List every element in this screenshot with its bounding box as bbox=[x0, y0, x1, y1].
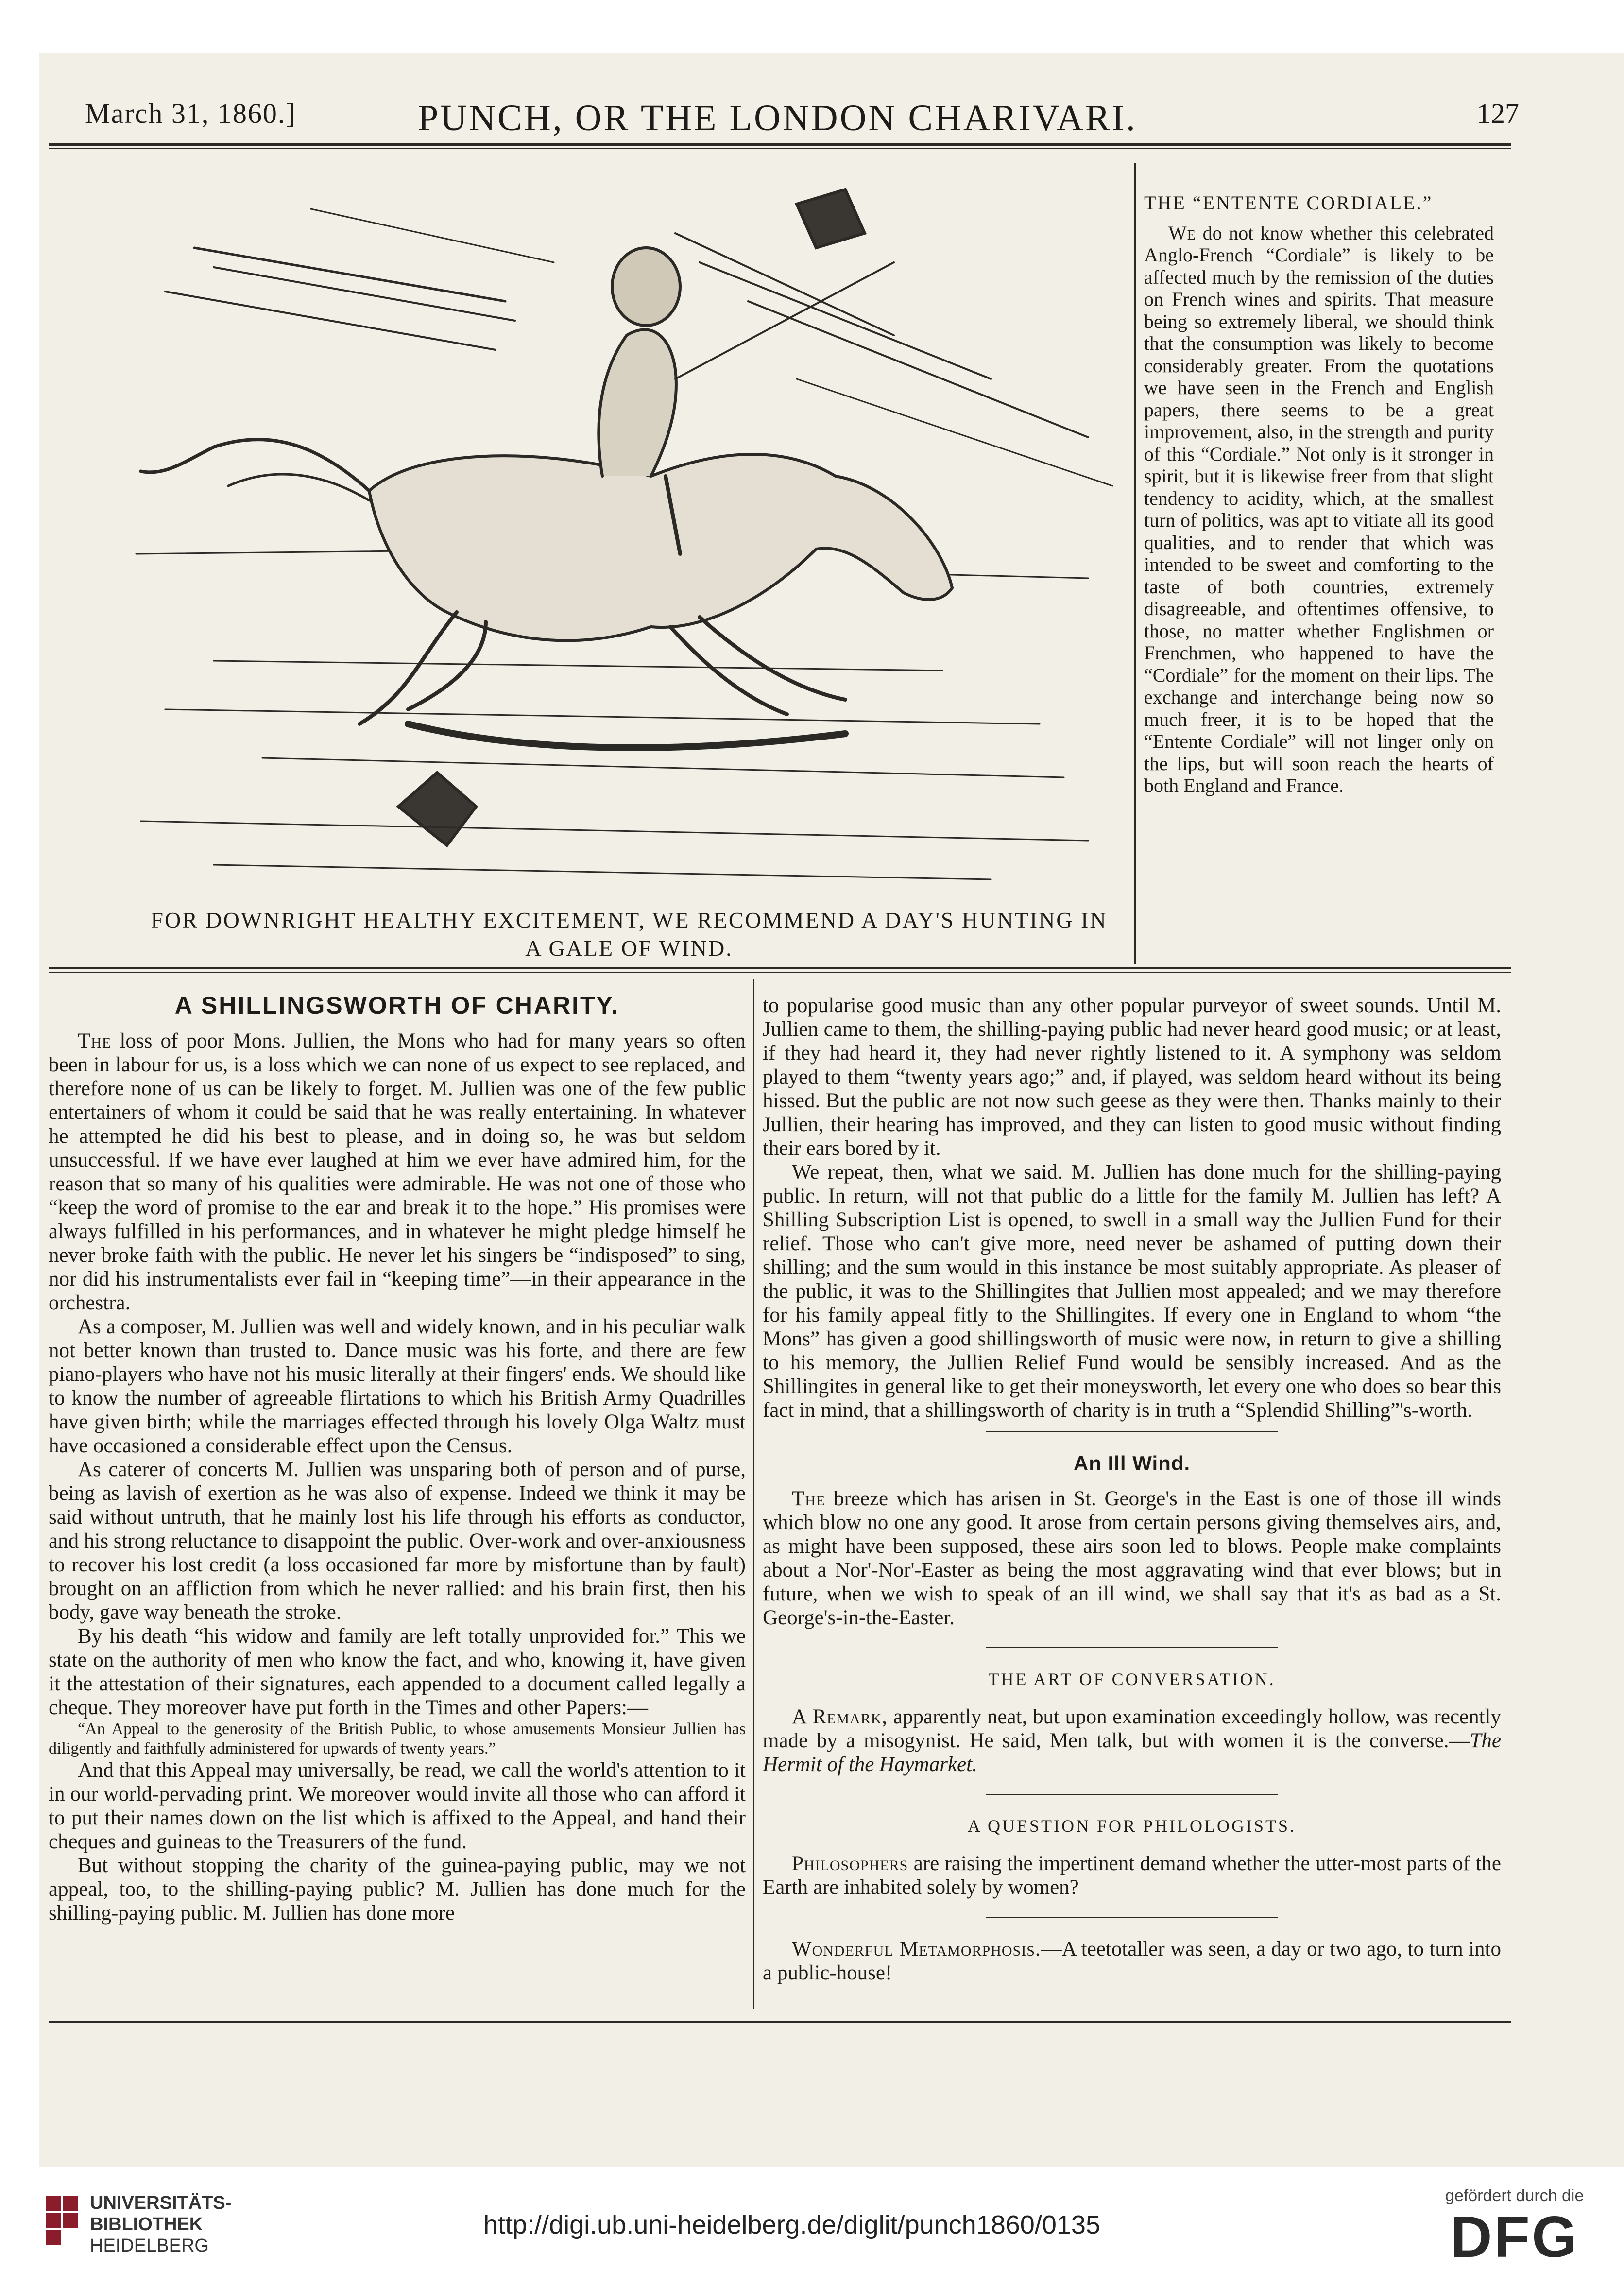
shilling-p7: to popularise good music than any other popular purveyor of sweet sounds. Until M. Jullien came to them, the shilling-paying public had never heard good music; or at least, if they had heard it, they had never rightly listened to it. A symphony was seldom played to them “twenty years ago;” and, if played, was seldom heard without its being hissed. But the public are not now such geese as they were then. Thanks mainly to their Jullien, their hearing has improved, and they can listen to good music without finding their ears bored by it. bbox=[763, 994, 1501, 1160]
philologists-first-word: Philosophers bbox=[792, 1852, 908, 1875]
shilling-p6: But without stopping the charity of the guinea-paying public, may we not appeal, too, to the shilling-paying public? M. Jullien has done much for the shilling-paying public. M. Jullien has done more bbox=[49, 1854, 746, 1925]
shilling-p2: As a composer, M. Jullien was well and widely known, and in his peculiar walk not better known than trusted to. Dance music was his forte, and there are few piano-players who have not his music literally at their fingers' ends. We should like to know the number of agreeable flirtations to which his British Army Quadrilles have given birth; while the marriages effected through his lovely Olga Waltz must have occasioned a considerable effect upon the Census. bbox=[49, 1315, 746, 1457]
shilling-quote: “An Appeal to the generosity of the British Public, to whose amusements Monsieur Jullien has diligently and faithfully administered for upwards of twenty years.” bbox=[49, 1720, 746, 1757]
ill-wind-first-word: The bbox=[792, 1487, 826, 1510]
logo-line-3: HEIDELBERG bbox=[90, 2236, 209, 2256]
bottom-rule bbox=[49, 2021, 1511, 2023]
shilling-first-word: The bbox=[78, 1030, 112, 1052]
shilling-p3: As caterer of concerts M. Jullien was unsparing both of person and of purse, being as lavish of exertion as he was also of expense. Indeed we think it may be said without untruth, that he mainly lost his life through his efforts as conductor, and his strong reluctance to disappoint the public. Over-work and over-anxiousness to recover his lost credit (a loss occasioned far more by misfortune than by fault) brought on an affliction from which he never rallied: and his brain first, then his body, gave way beneath the stroke. bbox=[49, 1458, 746, 1624]
section-rule bbox=[49, 967, 1511, 969]
entente-title: THE “ENTENTE CORDIALE.” bbox=[1144, 192, 1433, 214]
shilling-title: A SHILLINGSWORTH OF CHARITY. bbox=[174, 992, 620, 1019]
metamorphosis-body: —A teetotaller was seen, a day or two ago, to turn into a public-house! bbox=[763, 1938, 1501, 1984]
newspaper-page bbox=[39, 53, 1624, 2186]
entente-column bbox=[1144, 192, 1494, 797]
footer-bar bbox=[0, 2167, 1624, 2288]
rule-short-3 bbox=[986, 1794, 1278, 1795]
source-url-link[interactable]: http://digi.ub.uni-heidelberg.de/diglit/punch1860/0135 bbox=[483, 2210, 1100, 2239]
column-divider bbox=[1134, 163, 1136, 964]
shilling-p8: We repeat, then, what we said. M. Jullien has done much for the shilling-paying public. In return, will not that public do a little for the family M. Jullien has left? A Shilling Subscription List is opened, to swell in a small way the Jullien Fund for their relief. Those who can't give more, need never be ashamed of putting down their shilling; and the sum would in this instance be most suitably appropriate. As pleaser of the public, it was to the Shillingites that Jullien most appealed; and we may therefore for his family appeal fitly to the Shillingites. If every one in England to whom “the Mons” has given a good shillingsworth of music were now, in return to give a shilling to his memory, the Jullien Relief Fund would be sensibly increased. And as the Shillingites in general like to get their moneysworth, let every one who does so bear this fact in mind, that a shillingsworth of charity is in truth a “Splendid Shilling”'s-worth. bbox=[763, 1161, 1501, 1422]
caption-line-2: A GALE OF WIND. bbox=[525, 936, 733, 961]
shilling-column-left bbox=[49, 994, 746, 1925]
rule-short-1 bbox=[986, 1431, 1278, 1432]
philologists-title: A QUESTION FOR PHILOLOGISTS. bbox=[967, 1816, 1297, 1836]
philologists-body: are raising the impertinent demand whether the utter-most parts of the Earth are inhabited solely by women? bbox=[763, 1852, 1501, 1899]
rule-short-4 bbox=[986, 1917, 1278, 1918]
issue-date: March 31, 1860.] bbox=[85, 98, 296, 129]
conversation-source: The Hermit of the Haymarket. bbox=[763, 1729, 1501, 1776]
rule-short-2 bbox=[986, 1647, 1278, 1648]
shilling-p5: And that this Appeal may universally, be read, we call the world's attention to it in our world-pervading print. We moreover would invite all those who can afford it to put their names down on the list which is affixed to the Appeal, and hand their cheques and guineas to the Treasurers of the fund. bbox=[49, 1759, 746, 1853]
center-divider bbox=[753, 979, 754, 2009]
ill-wind-body: breeze which has arisen in St. George's in the East is one of those ill winds which blow no one any good. It arose from certain persons giving themselves airs, and, as might have been supposed, these airs soon led to blows. People make complaints about a Nor'-Nor'-Easter as being the most aggravating wind that ever blows; but in future, when we wish to speak of an ill wind, we shall say that it's as bad as a St. George's-in-the-Easter. bbox=[763, 1487, 1501, 1629]
conversation-title: THE ART OF CONVERSATION. bbox=[988, 1669, 1276, 1689]
logo-line-1: UNIVERSITÄTS- bbox=[90, 2193, 232, 2213]
conversation-first-word: A Remark, bbox=[792, 1705, 888, 1728]
illustration-caption bbox=[136, 906, 1122, 963]
conversation-body: apparently neat, but upon examination exceedingly hollow, was recently made by a misogynist. He said, Men talk, but with women it is the converse.— bbox=[763, 1705, 1502, 1752]
section-rule-thin bbox=[49, 972, 1511, 973]
shilling-p4: By his death “his widow and family are left totally unprovided for.” This we state on the authority of men who know the fact, and who, knowing it, have given it the attestation of their signatures, each appended to a document called legally a cheque. They moreover have put forth in the Times and other Papers:— bbox=[49, 1625, 746, 1719]
metamorphosis-first-word: Wonderful Metamorphosis. bbox=[792, 1938, 1041, 1961]
ill-wind-title: An Ill Wind. bbox=[1073, 1452, 1191, 1475]
university-library-icon bbox=[46, 2196, 80, 2245]
university-library-logo bbox=[90, 2192, 231, 2256]
right-column bbox=[763, 994, 1501, 1985]
masthead-title: PUNCH, OR THE LONDON CHARIVARI. bbox=[418, 98, 1137, 138]
entente-body: do not know whether this celebrated Anglo-French “Cordiale” is likely to be affected much by the remission of the duties on French wines and spirits. That measure being so extremely liberal, we should think that the consumption was likely to become considerably greater. From the quotations we have seen in the French and English papers, there seems to be a great improvement, also, in the strength and purity of this “Cordiale.” Not only is it stronger in spirit, but it is likewise freer from that slight tendency to acidity, which, at the smallest turn of politics, was apt to vitiate all its good qualities, and to render that which was intended to be sweet and comforting to the taste of both countries, extremely disagreeable, and oftentimes offensive, to those, no matter whether Englishmen or Frenchmen, who happened to have the “Cordiale” for the moment on their lips. The exchange and interchange being now so much freer, it is to be hoped that the “Entente Cordiale” will not linger only on the lips, but will soon reach the hearts of both England and France. bbox=[1144, 222, 1494, 796]
entente-first-word: We bbox=[1168, 222, 1196, 244]
header-rule bbox=[49, 143, 1511, 146]
caption-line-1: FOR DOWNRIGHT HEALTHY EXCITEMENT, WE RECOMMEND A DAY'S HUNTING IN bbox=[151, 908, 1108, 932]
funded-by-label: gefördert durch die bbox=[1445, 2186, 1584, 2205]
logo-line-2: BIBLIOTHEK bbox=[90, 2214, 203, 2235]
dfg-logo: DFG bbox=[1450, 2204, 1579, 2270]
header-rule-thin bbox=[49, 148, 1511, 149]
hunting-illustration bbox=[68, 175, 1122, 904]
page-number: 127 bbox=[1477, 98, 1519, 129]
shilling-p1: loss of poor Mons. Jullien, the Mons who had for many years so often been in labour for us, is a loss which we can none of us expect to see replaced, and therefore none of us can be likely to forget. M. Jullien was one of the few public entertainers of whom it could be said that he was really entertaining. In whatever he attempted he did his best to please, and in doing so, he was but seldom unsuccessful. If we have ever laughed at him we ever have admired him, for the reason that so many of his qualities were admirable. He was not one of those who “keep the word of promise to the ear and break it to the hope.” His promises were always fulfilled in his performances, and in whatever he might pledge himself he never broke faith with the public. He never let his singers be “indisposed” to sing, nor did his instrumentalists ever fail in “keeping time”—in their appearance in the orchestra. bbox=[49, 1030, 746, 1314]
